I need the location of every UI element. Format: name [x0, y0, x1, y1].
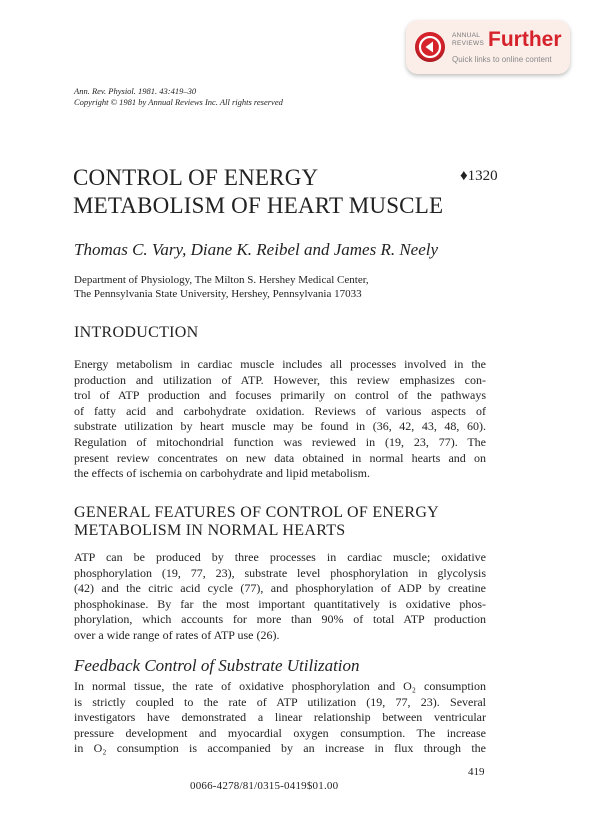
affiliation-line1: Department of Physiology, The Milton S. Hershey Medical Center,: [74, 274, 369, 286]
intro-heading: [74, 324, 198, 342]
feedback-paragraph: [74, 679, 486, 757]
text-line: over a wide range of rates of ATP use (26).: [74, 627, 280, 642]
article-code: ♦1320: [460, 168, 498, 184]
general-features-paragraph: [74, 550, 486, 644]
title-line2: METABOLISM OF HEART MUSCLE: [73, 193, 444, 218]
text-line: investigators have demonstrated a linear relationship between ventricular: [74, 710, 486, 725]
text-line: the effects of ischemia on carbohydrate and lipid metabolism.: [74, 466, 371, 481]
article-title: [73, 164, 443, 220]
text-line: is strictly coupled to the rate of ATP utilization (19, 77, 23). Several: [74, 694, 486, 709]
title-line1: CONTROL OF ENERGY: [73, 165, 319, 190]
text-line: of fatty acid and carbohydrate oxidation. Reviews of various aspects of: [74, 403, 486, 418]
intro-heading-text: INTRODUCTION: [74, 324, 199, 341]
authors: Thomas C. Vary, Diane K. Reibel and James R. Neely: [74, 240, 439, 259]
text-line: In normal tissue, the rate of oxidative phosphorylation and O₂ consumption: [74, 679, 486, 693]
text-line: phosphorylation (19, 77, 23), substrate level phosphorylation in glycolysis: [74, 565, 486, 580]
text-line: in O₂ consumption is accompanied by an increase in flux through the: [74, 741, 486, 756]
text-line: ATP can be produced by three processes in cardiac muscle; oxidative: [74, 550, 486, 564]
further-word: Further: [488, 28, 562, 51]
affiliation-line2: The Pennsylvania State University, Hershey, Pennsylvania 17033: [74, 288, 362, 300]
further-subtitle: Quick links to online content: [452, 55, 552, 64]
general-features-heading: [74, 504, 439, 540]
general-heading-line1: GENERAL FEATURES OF CONTROL OF ENERGY: [74, 504, 440, 521]
text-line: phorylation, which accounts for more than 90% of total ATP production: [74, 612, 486, 627]
play-arrow-icon: [415, 32, 445, 62]
text-line: substrate utilization by heart muscle may be found in (36, 42, 43, 48, 60).: [74, 419, 486, 434]
text-line: (42) and the citric acid cycle (77), and phosphorylation of ADP by creatine: [74, 581, 486, 596]
text-line: Regulation of mitochondrial function was reviewed in (19, 23, 77). The: [74, 434, 486, 449]
affiliation: [74, 273, 369, 301]
intro-paragraph: [74, 357, 486, 482]
citation-line2: Copyright © 1981 by Annual Reviews Inc. All rights reserved: [74, 97, 283, 107]
text-line: present review concentrates on new data obtained in normal hearts and on: [74, 450, 486, 465]
text-line: production and utilization of ATP. However, this review emphasizes con-: [74, 372, 486, 387]
text-line: trol of ATP production and focuses primarily on control of the pathways: [74, 388, 486, 403]
text-line: Energy metabolism in cardiac muscle includes all processes involved in the: [74, 357, 486, 371]
footer-code: 0066-4278/81/0315-0419$01.00: [190, 780, 339, 792]
annual-reviews-label: [452, 32, 486, 47]
publisher-line1: ANNUAL: [452, 32, 481, 39]
text-line: pressure development and myocardial oxygen consumption. The increase: [74, 725, 486, 740]
general-heading-line2: METABOLISM IN NORMAL HEARTS: [74, 522, 346, 539]
page-number: 419: [468, 766, 485, 778]
further-badge[interactable]: [406, 20, 570, 74]
publisher-line2: REVIEWS: [452, 39, 485, 47]
feedback-heading: Feedback Control of Substrate Utilization: [74, 656, 360, 675]
text-line: phosphokinase. By far the most important quantitatively is oxidative phos-: [74, 596, 486, 611]
citation-line1: Ann. Rev. Physiol. 1981. 43:419–30: [74, 86, 197, 96]
journal-citation: [74, 86, 283, 108]
